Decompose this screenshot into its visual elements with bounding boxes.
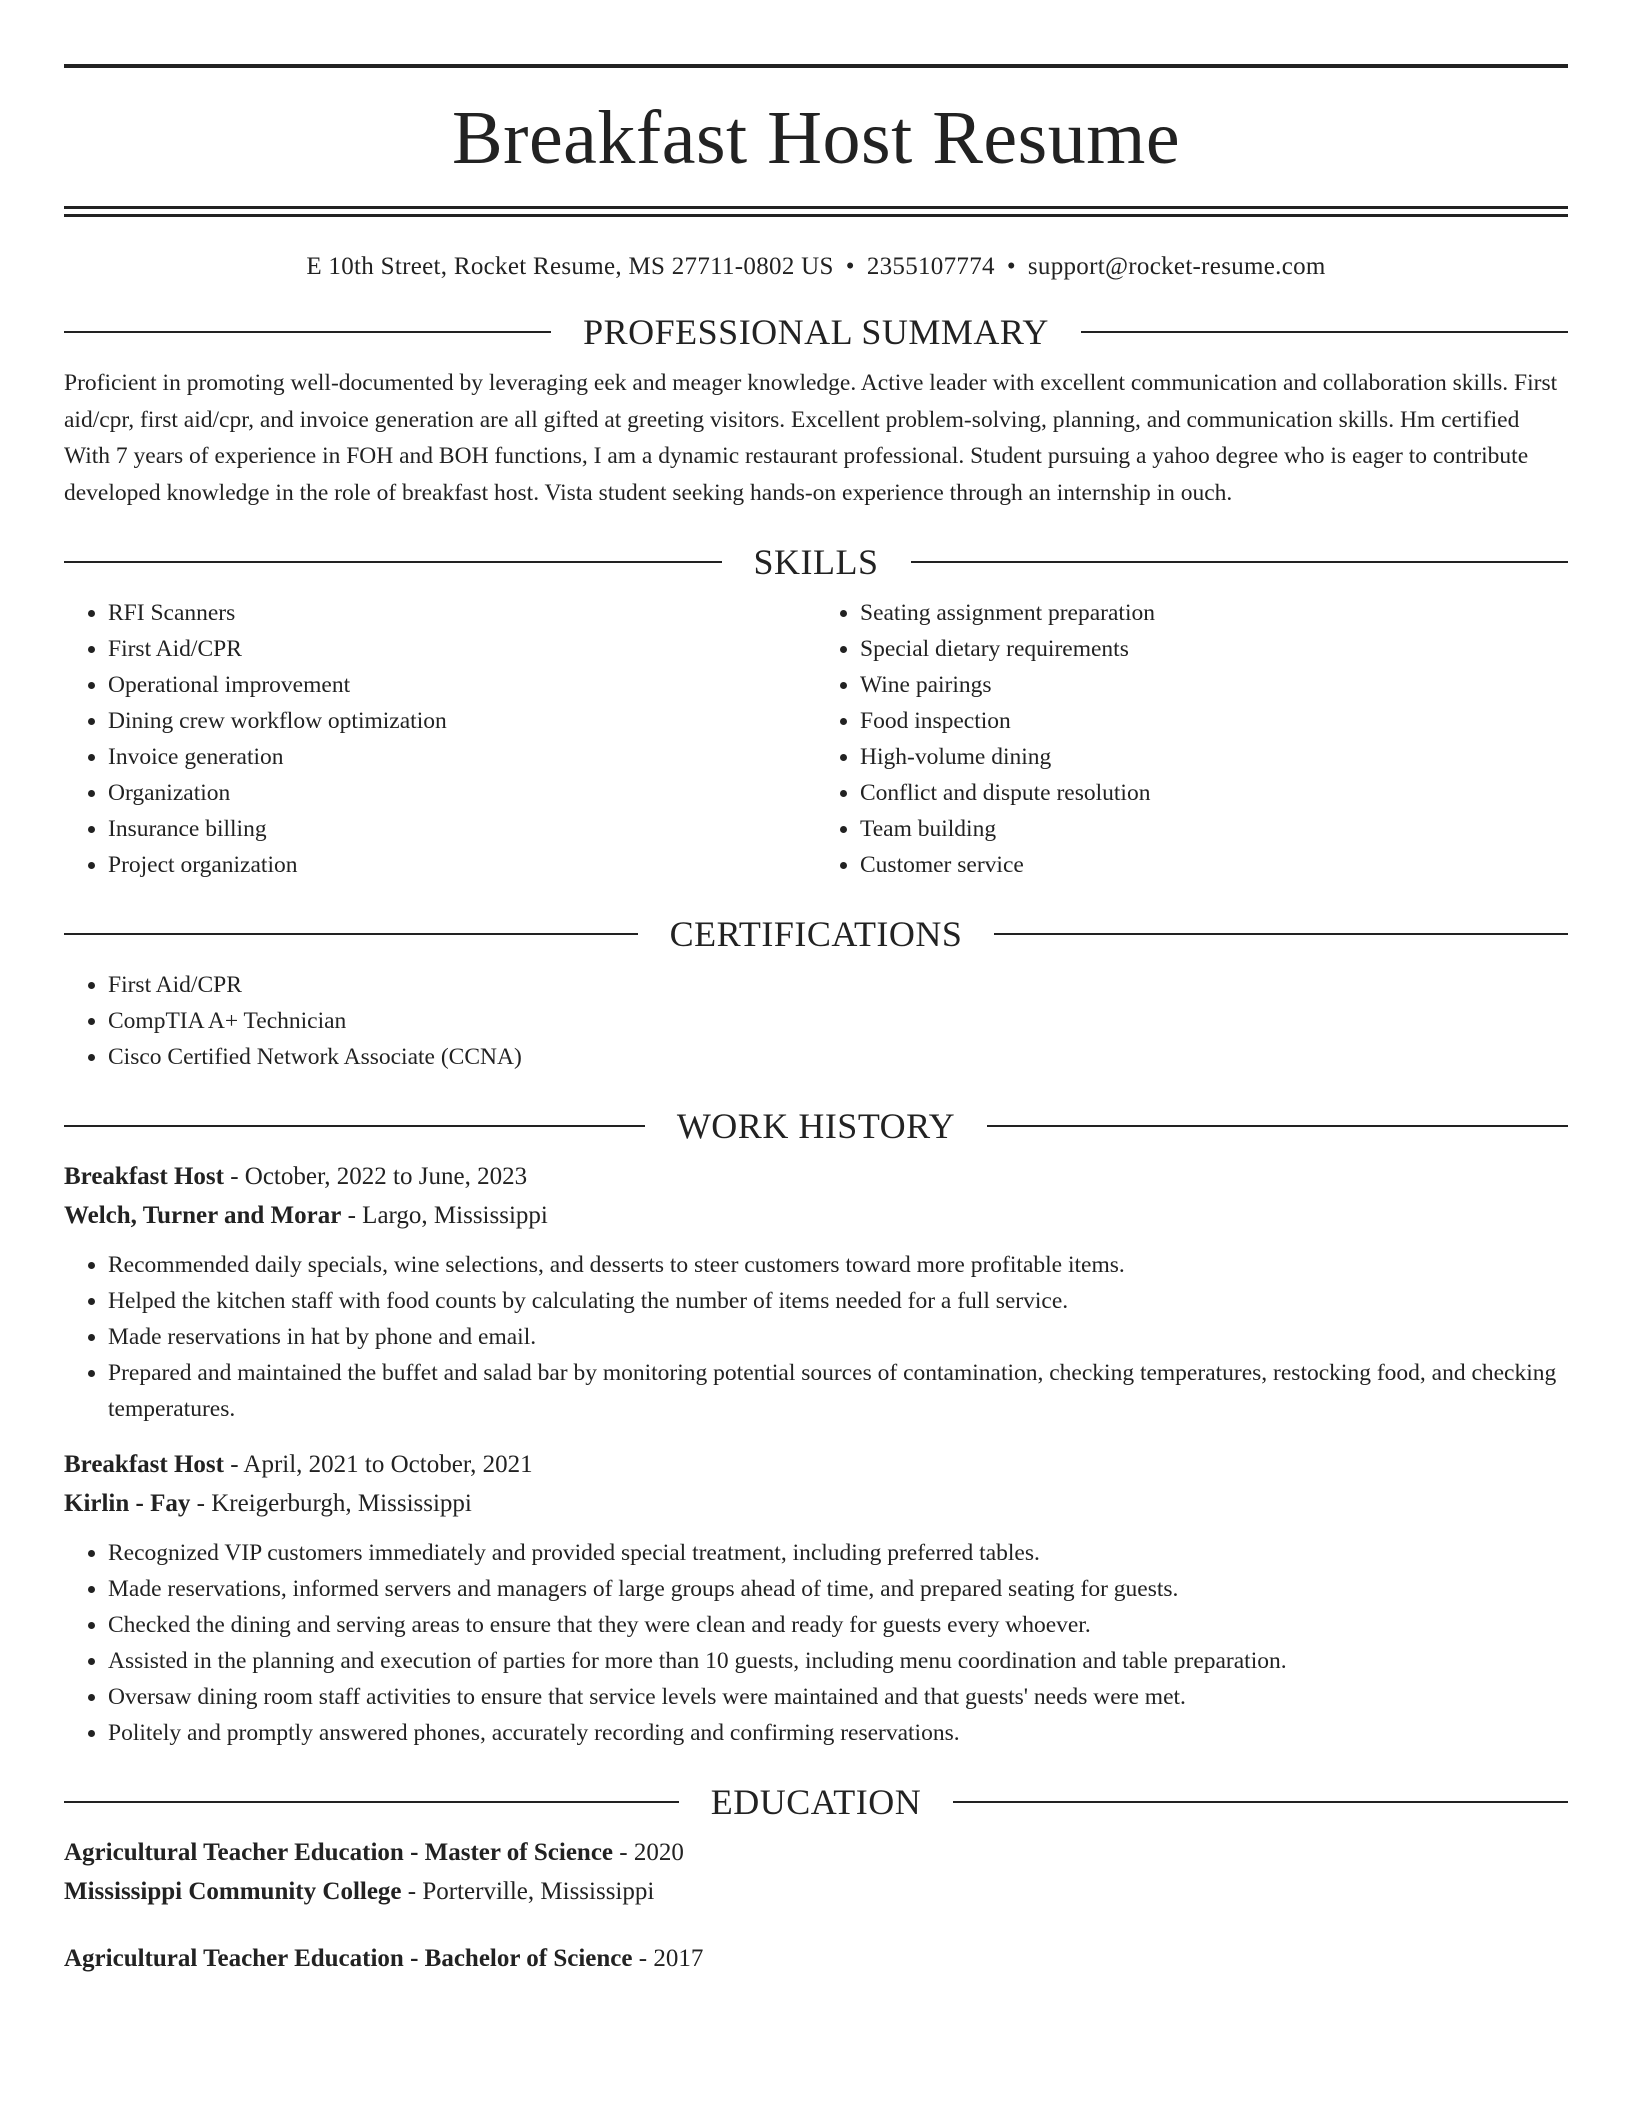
title-block — [64, 64, 1568, 217]
job-location: Largo, Mississippi — [362, 1202, 548, 1229]
section-title: PROFESSIONAL SUMMARY — [583, 312, 1049, 352]
skill-item: • Organization — [108, 775, 816, 811]
heading-rule — [64, 331, 551, 333]
education-school: Mississippi Community College — [64, 1878, 402, 1905]
skill-item: • Conflict and dispute resolution — [860, 775, 1568, 811]
skill-item: • Operational improvement — [108, 667, 816, 703]
section-heading-work-history — [64, 1105, 1568, 1147]
summary-paragraph: Proficient in promoting well-documented by leveraging eek and meager knowledge. Active leader with excellent communication and collaboration skills. First aid/cpr, first aid/cpr, and invoice generation are all gifted at greeting visitors. Excellent problem-solving, planning, and communication skills. Hm certified With 7 years of experience in FOH and BOH functions, I am a dynamic restaurant professional. Student pursuing a yahoo degree who is eager to contribute developed knowledge in the role of breakfast host. Vista student seeking hands-on experience through an internship in ouch. — [64, 370, 1558, 506]
section-title: EDUCATION — [710, 1782, 922, 1822]
page-title: Breakfast Host Resume — [451, 96, 1181, 180]
job-title-line: Breakfast Host - October, 2022 to June, 2023 — [64, 1163, 528, 1190]
education-entry — [64, 1939, 1568, 1978]
job-bullet: • Oversaw dining room staff activities to ensure that service levels were maintained and that guests' needs were met. — [108, 1679, 1568, 1715]
skill-item: • Team building — [860, 811, 1568, 847]
job-bullets — [64, 1247, 1568, 1427]
skills-list-right — [816, 595, 1568, 883]
education-degree-line: Agricultural Teacher Education - Bachelor of Science - 2017 — [64, 1945, 704, 1972]
contact-phone: 2355107774 — [866, 253, 995, 280]
skill-item: • Project organization — [108, 847, 816, 883]
section-heading-certifications — [64, 913, 1568, 955]
skill-item: • RFI Scanners — [108, 595, 816, 631]
skills-grid — [64, 583, 1568, 883]
contact-separator: • — [1006, 253, 1016, 280]
resume-page — [64, 0, 1568, 1978]
job-dates: October, 2022 to June, 2023 — [244, 1163, 528, 1190]
education-degree: Agricultural Teacher Education - Master of Science — [64, 1839, 614, 1866]
contact-address: E 10th Street, Rocket Resume, MS 27711-0802 US — [306, 253, 834, 280]
job-bullet: • Helped the kitchen staff with food counts by calculating the number of items needed for a full service. — [108, 1283, 1568, 1319]
education-year: 2017 — [653, 1945, 704, 1972]
skill-item: • High-volume dining — [860, 739, 1568, 775]
section-heading-education — [64, 1781, 1568, 1823]
heading-rule — [64, 1125, 645, 1127]
skill-item: • Special dietary requirements — [860, 631, 1568, 667]
job-bullet: • Assisted in the planning and execution of parties for more than 10 guests, including menu coordination and table preparation. — [108, 1643, 1568, 1679]
education-school-line: Mississippi Community College - Porterville, Mississippi — [64, 1878, 655, 1905]
job-company-line: Kirlin - Fay - Kreigerburgh, Mississippi — [64, 1490, 472, 1517]
section-title: SKILLS — [753, 542, 879, 582]
job-bullet: • Recommended daily specials, wine selections, and desserts to steer customers toward more profitable items. — [108, 1247, 1568, 1283]
skill-item: • First Aid/CPR — [108, 631, 816, 667]
job-bullet: • Prepared and maintained the buffet and salad bar by monitoring potential sources of contamination, checking temperatures, restocking food, and checking temperatures. — [108, 1355, 1568, 1427]
job-bullet: • Checked the dining and serving areas to ensure that they were clean and ready for guests every whoever. — [108, 1607, 1568, 1643]
title-bottom-double-rule — [64, 206, 1568, 217]
heading-rule — [987, 1125, 1568, 1127]
skills-list-left — [64, 595, 816, 883]
job-location: Kreigerburgh, Mississippi — [211, 1490, 472, 1517]
certification-item: • Cisco Certified Network Associate (CCNA) — [108, 1039, 1568, 1075]
heading-rule — [64, 933, 638, 935]
section-title: CERTIFICATIONS — [669, 914, 963, 954]
skill-item: • Wine pairings — [860, 667, 1568, 703]
job-bullets — [64, 1535, 1568, 1751]
heading-rule — [64, 1801, 679, 1803]
skill-item: • Food inspection — [860, 703, 1568, 739]
skill-item: • Customer service — [860, 847, 1568, 883]
job-entry — [64, 1157, 1568, 1427]
job-company-line: Welch, Turner and Morar - Largo, Mississippi — [64, 1202, 548, 1229]
heading-rule — [994, 933, 1568, 935]
job-bullet: • Made reservations, informed servers and managers of large groups ahead of time, and prepared seating for guests. — [108, 1571, 1568, 1607]
education-location: Porterville, Mississippi — [422, 1878, 655, 1905]
job-title: Breakfast Host — [64, 1163, 224, 1190]
section-heading-skills — [64, 541, 1568, 583]
education-degree-line: Agricultural Teacher Education - Master of Science - 2020 — [64, 1839, 684, 1866]
job-company: Kirlin - Fay — [64, 1490, 191, 1517]
skill-item: • Dining crew workflow optimization — [108, 703, 816, 739]
job-company: Welch, Turner and Morar — [64, 1202, 342, 1229]
contact-email: support@rocket-resume.com — [1027, 253, 1326, 280]
title-top-rule — [64, 64, 1568, 68]
job-bullet: • Politely and promptly answered phones, accurately recording and confirming reservations. — [108, 1715, 1568, 1751]
contact-line — [64, 253, 1568, 281]
section-heading-summary — [64, 311, 1568, 353]
heading-rule — [911, 561, 1569, 563]
contact-separator: • — [845, 253, 855, 280]
job-dates: April, 2021 to October, 2021 — [243, 1451, 533, 1478]
certifications-list — [64, 967, 1568, 1075]
job-entry — [64, 1445, 1568, 1751]
heading-rule — [64, 561, 722, 563]
education-entry — [64, 1833, 1568, 1911]
education-year: 2020 — [633, 1839, 684, 1866]
job-title-line: Breakfast Host - April, 2021 to October, 2021 — [64, 1451, 533, 1478]
skill-item: • Insurance billing — [108, 811, 816, 847]
education-degree: Agricultural Teacher Education - Bachelor of Science — [64, 1945, 633, 1972]
section-title: WORK HISTORY — [676, 1106, 956, 1146]
job-bullet: • Recognized VIP customers immediately and provided special treatment, including preferred tables. — [108, 1535, 1568, 1571]
job-title: Breakfast Host — [64, 1451, 224, 1478]
certification-item: • First Aid/CPR — [108, 967, 1568, 1003]
heading-rule — [1081, 331, 1568, 333]
heading-rule — [953, 1801, 1568, 1803]
skill-item: • Invoice generation — [108, 739, 816, 775]
skill-item: • Seating assignment preparation — [860, 595, 1568, 631]
certification-item: • CompTIA A+ Technician — [108, 1003, 1568, 1039]
job-bullet: • Made reservations in hat by phone and email. — [108, 1319, 1568, 1355]
